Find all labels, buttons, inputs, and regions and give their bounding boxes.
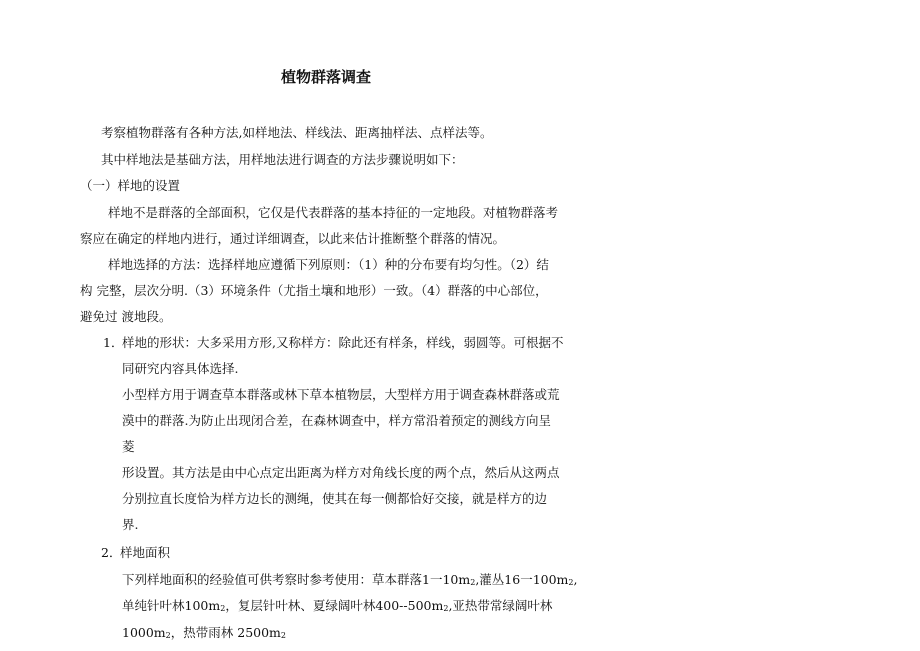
item2-label: 样地面积 <box>120 545 171 560</box>
text-segment: 1000m <box>122 625 166 640</box>
page-title: 植物群落调查 <box>281 68 372 86</box>
unit-exponent: 2 <box>165 631 171 640</box>
intro-line-1: 考察植物群落有各种方法,如样地法、样线法、距离抽样法、点样法等。 <box>101 125 493 140</box>
item1-line-3: 小型样方用于调查草本群落或林下草本植物层，大型样方用于调查森林群落或荒 <box>122 387 560 402</box>
text-segment: ，热带雨林 2500m <box>170 625 281 640</box>
unit-exponent: 2 <box>443 604 449 613</box>
para1-line-2: 察应在确定的样地内进行，通过详细调查，以此来估计推断整个群落的情况。 <box>80 231 506 246</box>
unit-exponent: 2 <box>280 631 286 640</box>
item1-line-7: 分别拉直长度恰为样方边长的测绳，使其在每一侧都恰好交接，就是样方的边 <box>122 491 548 506</box>
item1-line-1: 样地的形状：大多采用方形,又称样方：除此还有样条，样线，弱圆等。可根据不 <box>122 335 564 350</box>
para1-line-1: 样地不是群落的全部面积，它仅是代表群落的基本持征的一定地段。对植物群落考 <box>108 205 559 220</box>
item1-line-5: 菱 <box>122 439 135 454</box>
para2-line-1: 样地选择的方法：选择样地应遵循下列原则：（1）种的分布要有均匀性。（2）结 <box>108 257 549 272</box>
unit-exponent: 2 <box>220 604 226 613</box>
item1-line-4: 漠中的群落.为防止出现闭合差，在森林调查中，样方常沿着预定的测线方向呈 <box>122 413 551 428</box>
item2-line-2 <box>122 598 552 617</box>
item1-line-8: 界. <box>122 517 139 532</box>
text-segment: , <box>573 572 578 587</box>
intro-line-2: 其中样地法是基础方法，用样地法进行调查的方法步骤说明如下： <box>101 152 464 167</box>
item2-number: 2． <box>101 545 122 560</box>
text-segment: ，复层针叶林、夏绿阔叶林400--500m <box>225 598 444 613</box>
text-segment: ,灌丛16一100m <box>475 572 569 587</box>
para2-line-2: 构 完整，层次分明.（3）环境条件（尤指土壤和地形）一致。（4）群落的中心部位， <box>80 283 548 298</box>
para2-line-3: 避免过 渡地段。 <box>80 309 172 324</box>
item2-line-1 <box>122 572 577 591</box>
text-segment: 下列样地面积的经验值可供考察时参考使用：草本群落1一10m <box>122 572 471 587</box>
item1-line-6: 形设置。其方法是由中心点定出距离为样方对角线长度的两个点，然后从这两点 <box>122 465 560 480</box>
item2-line-3 <box>122 625 286 644</box>
text-segment: ,亚热带常绿阔叶林 <box>448 598 553 613</box>
unit-exponent: 2 <box>470 578 476 587</box>
item1-line-2: 同研究内容具体选择. <box>122 361 239 376</box>
text-segment: 单纯针叶林100m <box>122 598 221 613</box>
section-heading: （一）样地的设置 <box>80 178 181 193</box>
item1-number: 1． <box>103 335 124 350</box>
unit-exponent: 2 <box>568 578 574 587</box>
